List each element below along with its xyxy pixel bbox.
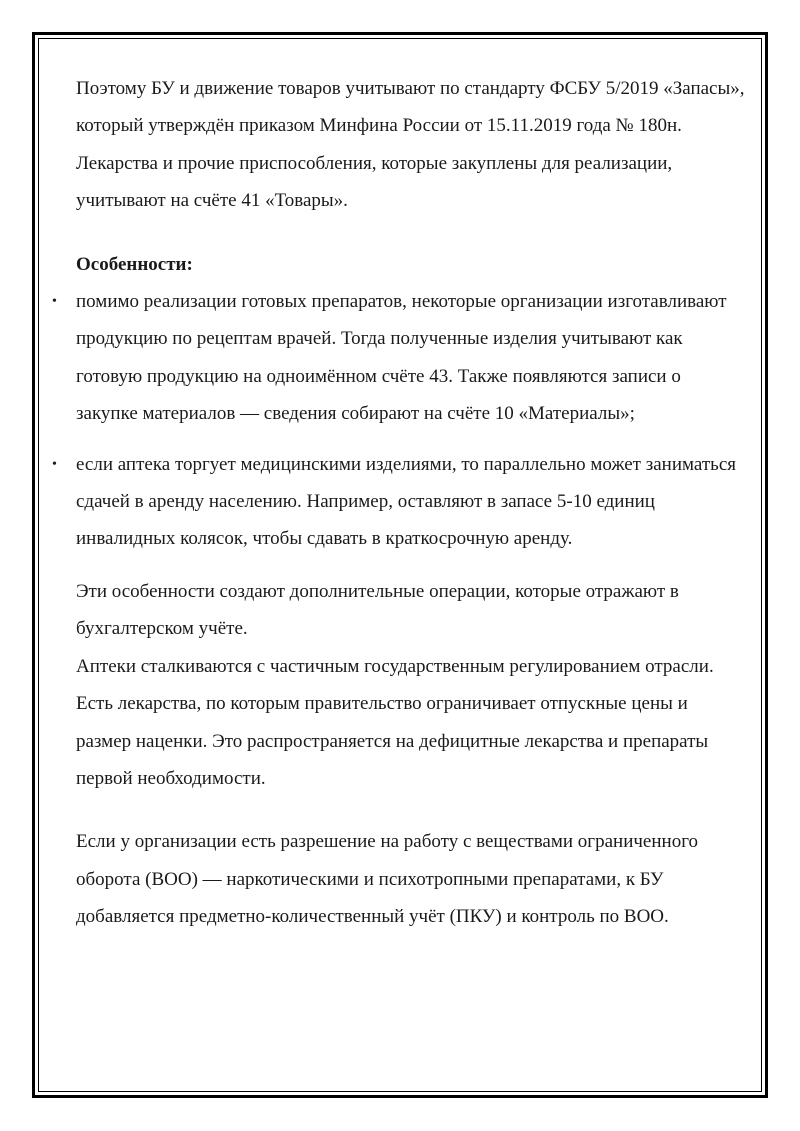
list-item: [52, 283, 746, 433]
bullet-icon: •: [52, 294, 57, 310]
list-item-text: помимо реализации готовых препаратов, некоторые организации изготавливают продукцию по рецептам врачей. Тогда полученные изделия учитывают как готовую продукцию на одноимённом счёте 43. Также появляются записи о закупке материалов — сведения собирают на счёте 10 «Материалы»;: [76, 291, 727, 425]
controlled-substances-paragraph: Если у организации есть разрешение на работу с веществами ограниченного оборота (ВОО) — наркотическими и психотропными препаратами, к БУ добавляется предметно-количественный учёт (ПКУ) и контроль по ВОО.: [76, 831, 699, 928]
features-summary-paragraph: Эти особенности создают дополнительные операции, которые отражают в бухгалтерском учёте.: [76, 580, 679, 640]
document-body: [52, 70, 746, 936]
intro-paragraph: Поэтому БУ и движение товаров учитывают по стандарту ФСБУ 5/2019 «Запасы», который утверждён приказом Минфина России от 15.11.2019 года № 180н. Лекарства и прочие приспособления, которые закуплены для реализации, учитывают на счёте 41 «Товары».: [76, 78, 745, 212]
bullet-icon: •: [52, 456, 57, 472]
features-heading: Особенности:: [76, 253, 193, 275]
regulation-paragraph: Аптеки сталкиваются с частичным государственным регулированием отрасли. Есть лекарства, по которым правительство ограничивает отпускные цены и размер наценки. Это распространяется на дефицитные лекарства и препараты первой необходимости.: [76, 655, 714, 789]
list-item: [52, 446, 746, 558]
features-list: [52, 283, 746, 558]
list-item-text: если аптека торгует медицинскими изделиями, то параллельно может заниматься сдачей в аренду населению. Например, оставляют в запасе 5-10 единиц инвалидных колясок, чтобы сдавать в краткосрочную аренду.: [76, 453, 736, 550]
